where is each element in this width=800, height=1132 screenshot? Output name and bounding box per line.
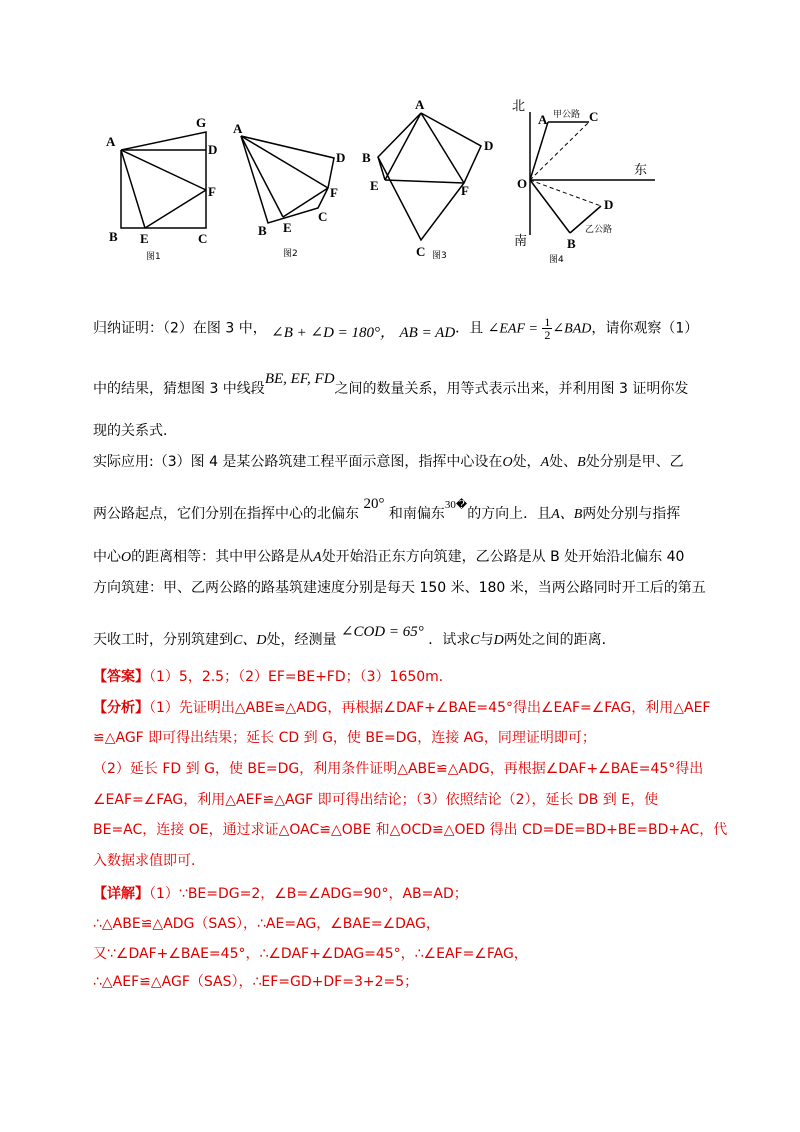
fig2-label-C: C: [318, 209, 328, 224]
part3-text: 两公路起点，它们分别在指挥中心的北偏东: [93, 506, 359, 522]
analysis-tag: 【分析】: [93, 700, 149, 716]
part3-text: 处，经测量: [266, 632, 337, 648]
geometry-figures: [0, 0, 800, 280]
part3-text: 和南偏东: [388, 506, 445, 522]
math-angle-cod: ∠COD = 65°: [340, 624, 424, 640]
math-CD: C、D: [233, 633, 267, 648]
part3-text: 天收工时，分别筑建到: [93, 632, 233, 648]
fig2-label-A: A: [233, 121, 243, 136]
part3-text: 处开始沿正东方向筑建，乙公路是从 B 处开始沿北偏东 40: [321, 549, 685, 565]
fig1-label-B: B: [109, 229, 118, 244]
analysis-line3: （2）延长 FD 到 G，使 BE=DG，利用条件证明△ABE≌△ADG，再根据∠DAF+∠BAE=45°得出: [93, 761, 704, 777]
fig3-label-F: F: [461, 183, 469, 198]
part3-text: 处，: [512, 454, 541, 470]
figure-1: [121, 132, 206, 228]
fig2-caption: 图2: [283, 249, 298, 259]
detail-line4: ∴△AEF≌△AGF（SAS），∴EF=GD+DF=3+2=5；: [93, 974, 419, 990]
fig1-label-G: G: [196, 115, 207, 130]
part3-line2: [93, 496, 713, 526]
part3-text: 两处之间的距离．: [503, 632, 616, 648]
fraction-numerator: 1: [544, 315, 551, 329]
part3-text: ．试求: [428, 632, 471, 648]
math-C: C: [470, 633, 480, 648]
part3-line3: [93, 546, 713, 569]
fig3-caption: 图3: [432, 251, 447, 261]
detail-line2: ∴△ABE≌△ADG（SAS），∴AE=AG，∠BAE=∠DAG，: [93, 916, 440, 932]
math-A: A: [540, 455, 550, 470]
answer-text: （1）5，2.5；（2）EF=BE+FD；（3）1650m．: [149, 669, 453, 685]
math-bad: ∠BAD: [552, 321, 592, 337]
analysis-line6: 入数据求值即可．: [93, 853, 205, 869]
fig4-label-B: B: [567, 236, 576, 251]
part3-text: 的方向上．且: [467, 506, 552, 522]
part2-line2: [93, 371, 713, 400]
fig1-label-A: A: [106, 134, 116, 149]
fig4-label-A: A: [538, 112, 548, 127]
part2-text: ．且: [455, 320, 484, 337]
fig1-label-C: C: [198, 231, 208, 246]
part2-line1: [93, 316, 713, 341]
answer-tag: 【答案】: [93, 669, 149, 685]
fig4-label-south: 南: [514, 234, 528, 249]
part2-line3: 现的关系式．: [93, 423, 177, 439]
math-eaf: ∠EAF =: [487, 321, 538, 337]
analysis-text: （1）先证明出△ABE≌△ADG，再根据∠DAF+∠BAE=45°得出∠EAF=∠FAG，利用△AEF: [149, 700, 711, 716]
fig4-road-jia: 甲公路: [553, 110, 581, 120]
analysis-line2: ≌△AGF 即可得出结果；延长 CD 到 G，使 BE=DG，连接 AG，同理证明即可；: [93, 730, 596, 746]
math-angle-sum: ∠B + ∠D = 180°，: [271, 324, 396, 341]
part3-text: 处分别是甲、乙: [585, 454, 684, 470]
fig3-label-A: A: [415, 97, 425, 112]
math-O: O: [121, 550, 132, 565]
analysis-line5: BE=AC，连接 OE，通过求证△OAC≌△OBE 和△OCD≌△OED 得出 CD=DE=BD+BE=BD+AC，代: [93, 822, 728, 838]
detail-line1: [93, 883, 713, 905]
figure-3: [378, 113, 481, 240]
fig3-label-E: E: [370, 178, 379, 193]
part3-text: 两处分别与指挥: [582, 506, 681, 522]
fig4-label-D: D: [604, 197, 614, 212]
math-B: B: [577, 455, 586, 470]
math-O: O: [502, 455, 513, 470]
part3-text: 中心: [93, 549, 121, 565]
part3-line4: 方向筑建：甲、乙两公路的路基筑建速度分别是每天 150 米、180 米，当两公路同时开工后的第五: [93, 580, 706, 596]
part3-text: 实际应用:（3）图 4 是某公路筑建工程平面示意图，指挥中心设在: [93, 454, 503, 470]
figure-strip: [0, 0, 800, 280]
fig4-label-north: 北: [512, 99, 526, 114]
fig1-caption: 图1: [146, 252, 161, 262]
analysis-line4: ∠EAF=∠FAG，利用△AEF≌△AGF 即可得出结论；（3）依照结论（2），延长 DB 到 E，使: [93, 792, 659, 808]
fig2-label-D: D: [336, 150, 346, 165]
fig3-label-D: D: [484, 138, 494, 153]
fig4-caption: 图4: [549, 255, 564, 265]
detail-tag: 【详解】: [93, 886, 149, 902]
part3-text: 处、: [549, 454, 578, 470]
answer-line: [93, 666, 713, 688]
part2-text: ，请你观察（1）: [591, 320, 699, 337]
fig2-label-E: E: [283, 220, 292, 235]
fig1-label-F: F: [208, 184, 216, 199]
part3-line5: [93, 624, 713, 652]
part3-line1: [93, 451, 713, 474]
math-AB: A、B: [551, 507, 583, 522]
math-ab-ad: AB = AD: [399, 324, 456, 341]
math-deg20: 20°: [363, 496, 385, 512]
part3-text: 的距离相等：其中甲公路是从: [131, 549, 314, 565]
fig2-label-B: B: [258, 223, 267, 238]
fig4-label-east: 东: [634, 163, 648, 178]
fig4-label-C: C: [589, 109, 599, 124]
fig3-label-B: B: [362, 150, 371, 165]
math-fraction-half: [542, 316, 552, 341]
detail-line3: 又∵∠DAF+∠BAE=45°，∴∠DAF+∠DAG=45°，∴∠EAF=∠FAG，: [93, 946, 528, 962]
analysis-line1: [93, 697, 713, 719]
detail-text: （1）∵BE=DG=2，∠B=∠ADG=90°，AB=AD；: [149, 886, 468, 902]
part2-text: 之间的数量关系，用等式表示出来，并利用图 3 证明你发: [334, 381, 689, 397]
math-segments: BE, EF, FD: [264, 371, 335, 387]
math-deg30: 30�: [444, 499, 468, 511]
math-D: D: [493, 633, 504, 648]
fig4-road-yi: 乙公路: [585, 225, 613, 235]
math-A: A: [313, 550, 322, 565]
fig1-label-E: E: [140, 231, 149, 246]
part2-text: 归纳证明：（2）在图 3 中，: [93, 320, 267, 337]
fig1-label-D: D: [208, 142, 218, 157]
fig4-label-O: O: [517, 176, 528, 191]
fig3-label-C: C: [416, 244, 426, 259]
fig2-label-F: F: [330, 185, 338, 200]
part3-text: 与: [479, 632, 494, 648]
fraction-denominator: 2: [544, 328, 551, 342]
part2-text: 中的结果，猜想图 3 中线段: [93, 381, 265, 397]
